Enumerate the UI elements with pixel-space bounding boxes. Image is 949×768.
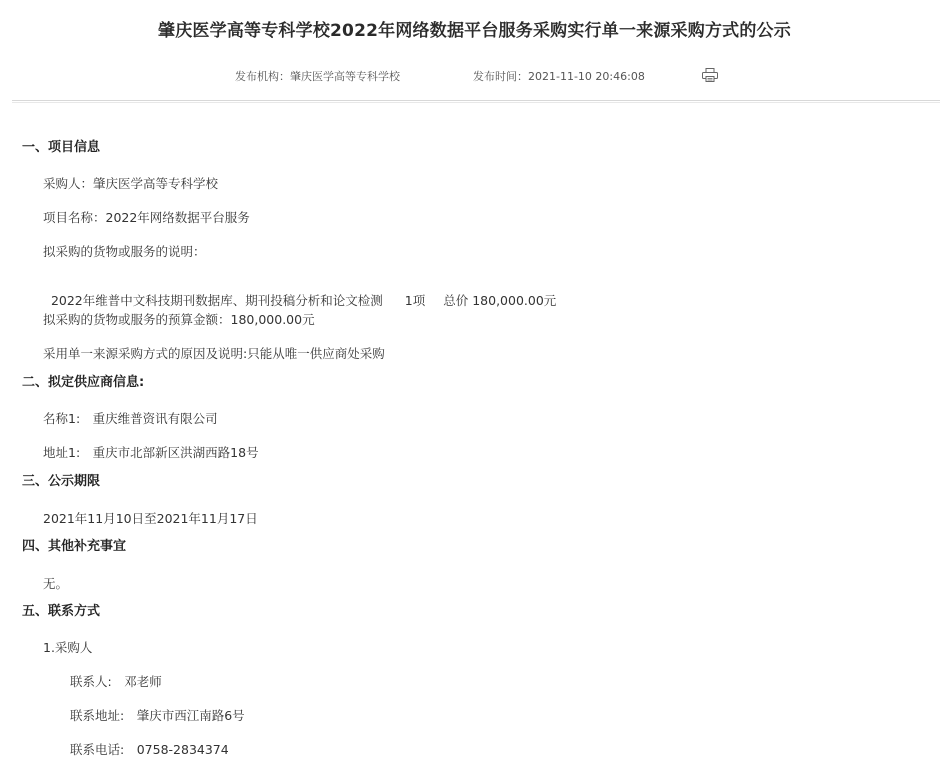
period-line: 2021年11月10日至2021年11月17日 (43, 511, 258, 526)
contact-phone-line: 联系电话: 0758-2834374 (70, 742, 229, 757)
budget-line: 拟采购的货物或服务的预算金额：180,000.00元 (43, 312, 315, 327)
print-icon-graphic (702, 68, 718, 82)
print-icon[interactable] (702, 67, 718, 81)
item-name: 2022年维普中文科技期刊数据库、期刊投稿分析和论文检测 (50, 293, 383, 308)
goods-desc-label: 拟采购的货物或服务的说明： (43, 244, 206, 259)
header-divider (12, 100, 940, 103)
section-heading-period: 三、公示期限 (22, 474, 101, 489)
publish-time: 发布时间：2021-11-10 20:46:08 (473, 70, 645, 83)
contact-person-line: 联系人: 邓老师 (70, 674, 162, 689)
section-heading-project-info: 一、项目信息 (22, 140, 101, 155)
item-qty: 1项 (404, 293, 426, 308)
other-content-line: 无。 (43, 576, 69, 591)
purchaser-contact-label: 1.采购人 (43, 640, 93, 655)
page-title: 肇庆医学高等专科学校2022年网络数据平台服务采购实行单一来源采购方式的公示 (158, 21, 791, 41)
contact-address-line: 联系地址: 肇庆市西江南路6号 (70, 708, 245, 723)
publisher-info: 发布机构：肇庆医学高等专科学校 (235, 70, 400, 83)
item-line (43, 276, 556, 309)
supplier-name-line: 名称1: 重庆维普资讯有限公司 (43, 411, 218, 426)
supplier-address-line: 地址1: 重庆市北部新区洪湖西路18号 (43, 445, 259, 460)
section-heading-contact: 五、联系方式 (22, 604, 101, 619)
project-name-line: 项目名称：2022年网络数据平台服务 (43, 210, 250, 225)
reason-line: 采用单一来源采购方式的原因及说明:只能从唯一供应商处采购 (43, 346, 385, 361)
section-heading-supplier: 二、拟定供应商信息: (22, 375, 145, 390)
item-total: 总价 180,000.00元 (443, 293, 557, 308)
purchaser-line: 采购人：肇庆医学高等专科学校 (43, 176, 219, 191)
section-heading-other: 四、其他补充事宜 (22, 539, 127, 554)
